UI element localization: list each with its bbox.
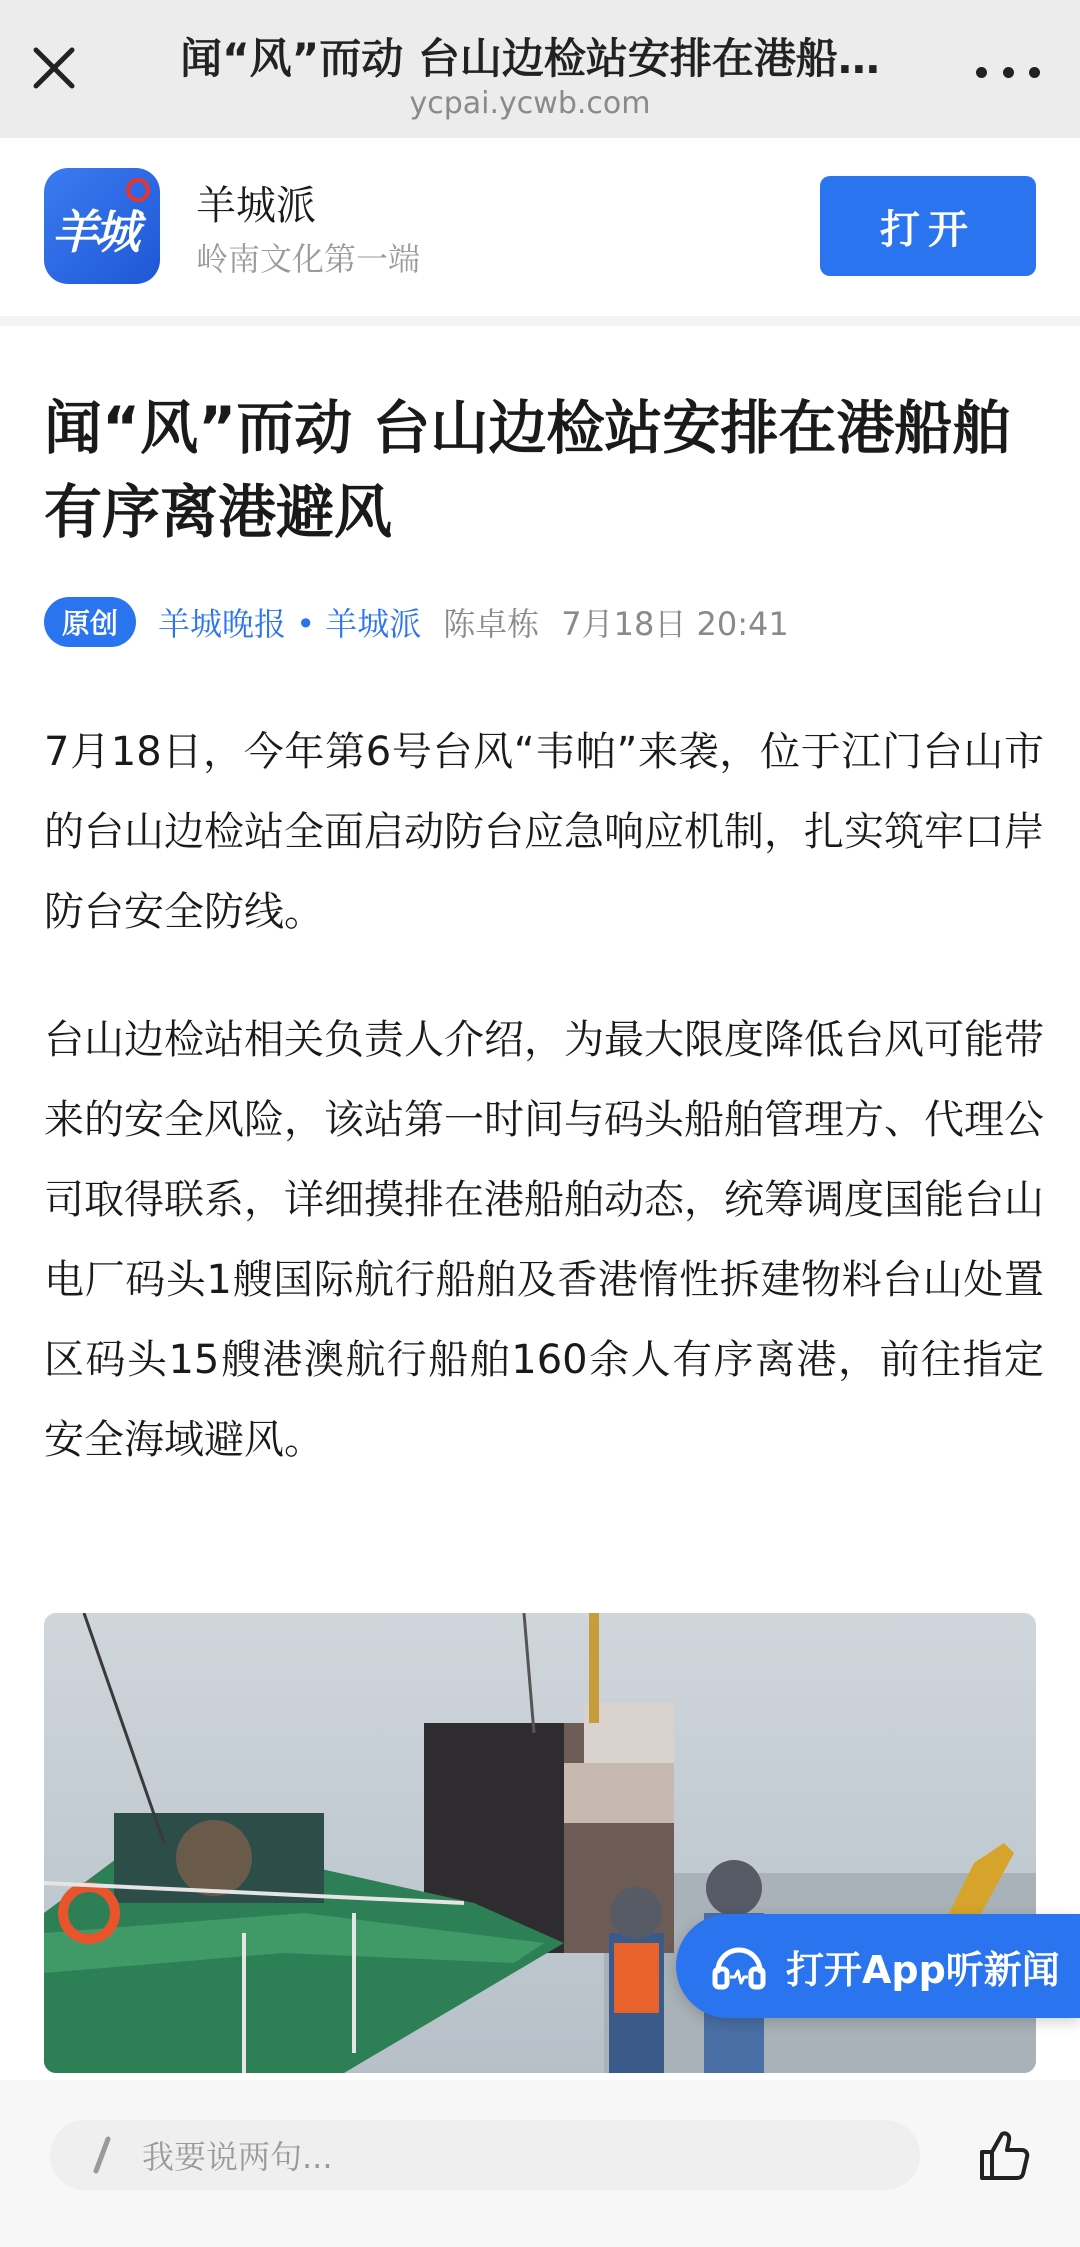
more-icon[interactable] <box>976 52 1040 92</box>
logo-text: 羊城 <box>52 205 136 259</box>
listen-news-button[interactable] <box>676 1914 1080 2018</box>
app-logo <box>44 168 160 284</box>
app-slogan: 岭南文化第一端 <box>196 240 421 278</box>
original-badge: 原创 <box>44 597 136 647</box>
article-headline: 闻“风”而动 台山边检站安排在港船舶有序离港避风 <box>44 394 1011 546</box>
headphones-icon <box>710 1937 768 1995</box>
browser-top-bar <box>0 0 1080 138</box>
app-name: 羊城派 <box>196 183 316 229</box>
pencil-icon <box>88 2135 116 2175</box>
close-icon[interactable] <box>28 42 80 94</box>
app-download-banner <box>0 138 1080 326</box>
comment-input[interactable] <box>50 2120 920 2190</box>
open-app-button[interactable]: 打开 <box>820 176 1036 276</box>
comment-bar <box>0 2080 1080 2247</box>
comment-placeholder: 我要说两句... <box>142 2138 333 2176</box>
article-time: 7月18日 20:41 <box>561 605 789 643</box>
listen-news-label: 打开App听新闻 <box>786 1947 1060 1992</box>
article-paragraph-2: 台山边检站相关负责人介绍，为最大限度降低台风可能带来的安全风险，该站第一时间与码头船舶管理方、代理公司取得联系，详细摸排在港船舶动态，统筹调度国能台山电厂码头1艘国际航行船舶及香港惰性拆建物料台山处置区码头15艘港澳航行船舶160余人有序离港，前往指定安全海域避风。 <box>44 1017 1044 1463</box>
page-title: 闻“风”而动 台山边检站安排在港船… <box>180 34 880 83</box>
article-meta <box>44 596 789 648</box>
logo-dot-icon <box>126 178 150 202</box>
page-url: ycpai.ycwb.com <box>409 86 651 121</box>
article-author: 陈卓栋 <box>443 605 540 643</box>
thumbs-up-icon[interactable] <box>976 2128 1032 2184</box>
article-source-link[interactable]: 羊城晚报 • 羊城派 <box>158 605 422 643</box>
article-paragraph-1: 7月18日，今年第6号台风“韦帕”来袭，位于江门台山市的台山边检站全面启动防台应急响应机制，扎实筑牢口岸防台安全防线。 <box>44 729 1044 935</box>
